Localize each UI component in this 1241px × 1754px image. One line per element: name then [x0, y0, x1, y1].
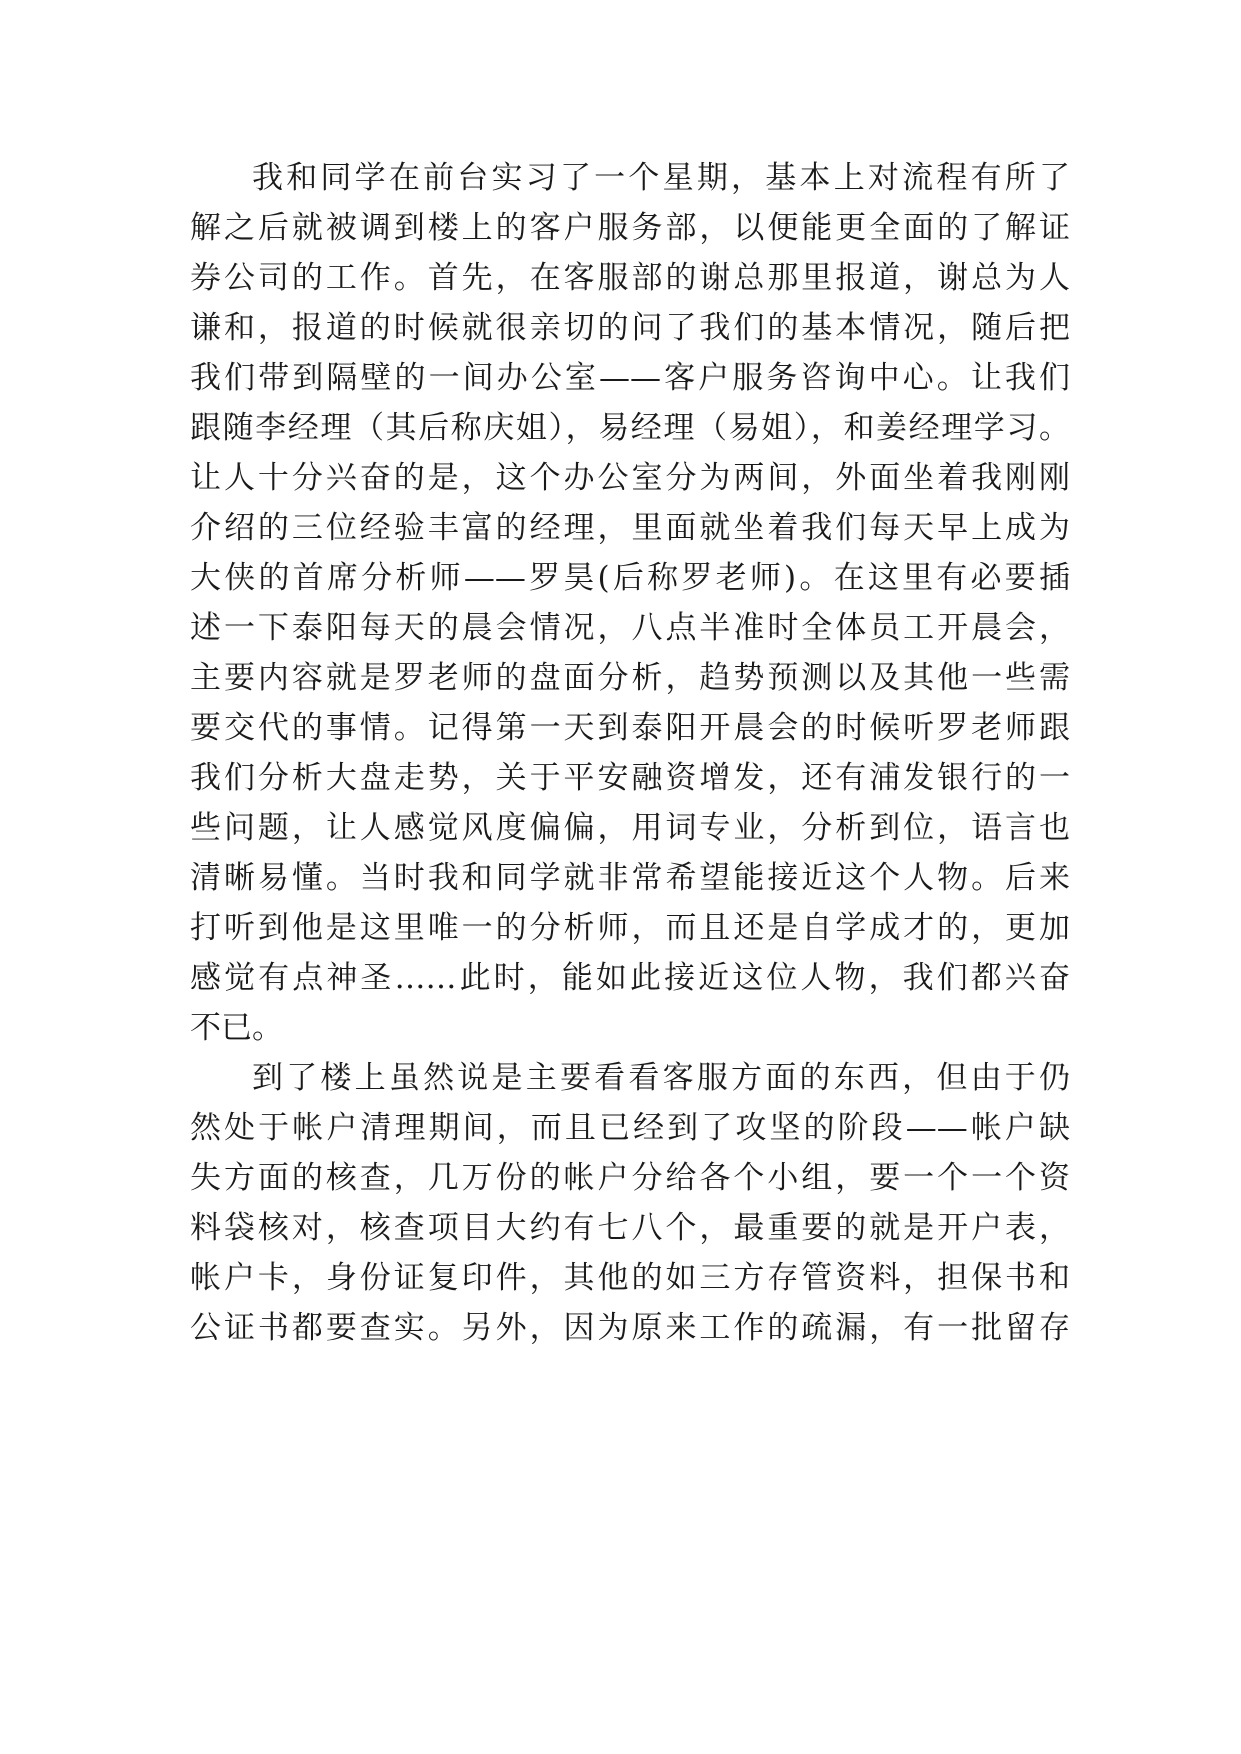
text-line: 解之后就被调到楼上的客户服务部，以便能更全面的了解证 [190, 210, 1070, 246]
text-line: 清晰易懂。当时我和同学就非常希望能接近这个人物。后来 [190, 860, 1070, 896]
text-line: 到了楼上虽然说是主要看看客服方面的东西，但由于仍 [252, 1060, 1070, 1096]
text-line: 帐户卡，身份证复印件，其他的如三方存管资料，担保书和 [190, 1260, 1070, 1296]
text-line: 感觉有点神圣……此时，能如此接近这位人物，我们都兴奋 [190, 960, 1070, 996]
text-line: 些问题，让人感觉风度偏偏，用词专业，分析到位，语言也 [190, 810, 1070, 846]
paragraph-1 [190, 156, 1070, 1050]
text-line: 让人十分兴奋的是，这个办公室分为两间，外面坐着我刚刚 [190, 460, 1070, 496]
text-line: 我和同学在前台实习了一个星期，基本上对流程有所了 [252, 160, 1070, 196]
text-line: 不已。 [190, 1010, 283, 1046]
body-text [190, 156, 1070, 1356]
text-line: 失方面的核查，几万份的帐户分给各个小组，要一个一个资 [190, 1160, 1070, 1196]
text-line: 主要内容就是罗老师的盘面分析，趋势预测以及其他一些需 [190, 660, 1070, 696]
text-line: 谦和，报道的时候就很亲切的问了我们的基本情况，随后把 [190, 310, 1070, 346]
paragraph-2 [190, 1056, 1070, 1350]
text-line: 跟随李经理（其后称庆姐），易经理（易姐），和姜经理学习。 [190, 410, 1070, 446]
text-line: 打听到他是这里唯一的分析师，而且还是自学成才的，更加 [190, 910, 1070, 946]
text-line: 介绍的三位经验丰富的经理，里面就坐着我们每天早上成为 [190, 510, 1070, 546]
text-line: 我们带到隔壁的一间办公室——客户服务咨询中心。让我们 [190, 360, 1070, 396]
text-line: 述一下泰阳每天的晨会情况，八点半准时全体员工开晨会， [190, 610, 1070, 646]
text-line: 要交代的事情。记得第一天到泰阳开晨会的时候听罗老师跟 [190, 710, 1070, 746]
text-line: 然处于帐户清理期间，而且已经到了攻坚的阶段——帐户缺 [190, 1110, 1070, 1146]
text-line: 我们分析大盘走势，关于平安融资增发，还有浦发银行的一 [190, 760, 1070, 796]
text-line: 大侠的首席分析师——罗昊(后称罗老师)。在这里有必要插 [190, 560, 1070, 596]
text-line: 公证书都要查实。另外，因为原来工作的疏漏，有一批留存 [190, 1310, 1070, 1346]
text-line: 料袋核对，核查项目大约有七八个，最重要的就是开户表， [190, 1210, 1070, 1246]
text-line: 券公司的工作。首先，在客服部的谢总那里报道，谢总为人 [190, 260, 1070, 296]
